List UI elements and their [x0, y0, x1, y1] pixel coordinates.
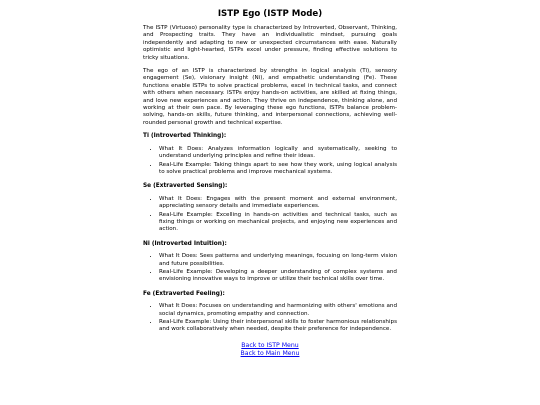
back-to-istp-menu-link[interactable]: Back to ISTP Menu [241, 341, 299, 349]
section-se [143, 183, 397, 233]
section-ni [143, 241, 397, 284]
section-fe [143, 291, 397, 334]
list-item: • What It Does: Focuses on understanding and harmonizing with others' emotions and social dynamics, promoting empathy and connection. [159, 303, 397, 318]
section-list-ti [143, 146, 397, 177]
page-title: ISTP Ego (ISTP Mode) [217, 9, 323, 19]
list-item: • What It Does: Analyzes information logically and systematically, seeking to understand underlying principles and refine their ideas. [159, 146, 397, 161]
list-item: • What It Does: Engages with the present moment and external environment, appreciating sensory details and immediate experiences. [159, 196, 397, 211]
section-heading-fe: Fe (Extraverted Feeling): [143, 290, 225, 297]
section-ti [143, 133, 397, 176]
list-item: • Real-Life Example: Developing a deeper understanding of complex systems and envisioning innovative ways to improve or utilize their technical skills over time. [159, 269, 397, 284]
section-list-fe [143, 303, 397, 334]
list-item: • Real-Life Example: Excelling in hands-on activities and technical tasks, such as fixing things or working on mechanical projects, and enjoying new experiences and action. [159, 212, 397, 234]
section-list-se [143, 196, 397, 234]
section-heading-ni: Ni (Introverted Intuition): [143, 240, 227, 247]
intro-paragraph: The ISTP (Virtuoso) personality type is characterized by Introverted, Observant, Thinking, and Prospecting traits. They have an individualistic mindset, pursuing goals independently and adapting to new or unexpected circumstances with ease. Naturally optimistic and light-hearted, ISTPs excel under pressure, finding effective solutions to tricky situations. [143, 25, 397, 61]
list-item: • What It Does: Sees patterns and underlying meanings, focusing on long-term vision and future possibilities. [159, 253, 397, 268]
list-item: • Real-Life Example: Using their interpersonal skills to foster harmonious relationships and work collaboratively when needed, despite their preference for independence. [159, 319, 397, 334]
section-list-ni [143, 253, 397, 284]
content-column [143, 9, 397, 358]
section-heading-se: Se (Extraverted Sensing): [143, 183, 228, 190]
section-heading-ti: Ti (Introverted Thinking): [143, 133, 227, 140]
list-item: • Real-Life Example: Taking things apart to see how they work, using logical analysis to solve practical problems and improve mechanical systems. [159, 162, 397, 177]
back-to-main-menu-link[interactable]: Back to Main Menu [240, 349, 300, 357]
overview-paragraph: The ego of an ISTP is characterized by strengths in logical analysis (Ti), sensory engagement (Se), visionary insight (Ni), and empathetic understanding (Fe). These functions enable ISTPs to solve practical problems, excel in technical tasks, and connect with others when necessary. ISTPs enjoy hands-on activities, are skilled at fixing things, and love new experiences and action. They thrive on independence, thinking alone, and working at their own pace. By leveraging these ego functions, ISTPs balance problem-solving, hands-on skills, future thinking, and interpersonal connections, achieving well-rounded personal growth and technical expertise. [143, 68, 397, 126]
navigation-links [143, 342, 397, 358]
